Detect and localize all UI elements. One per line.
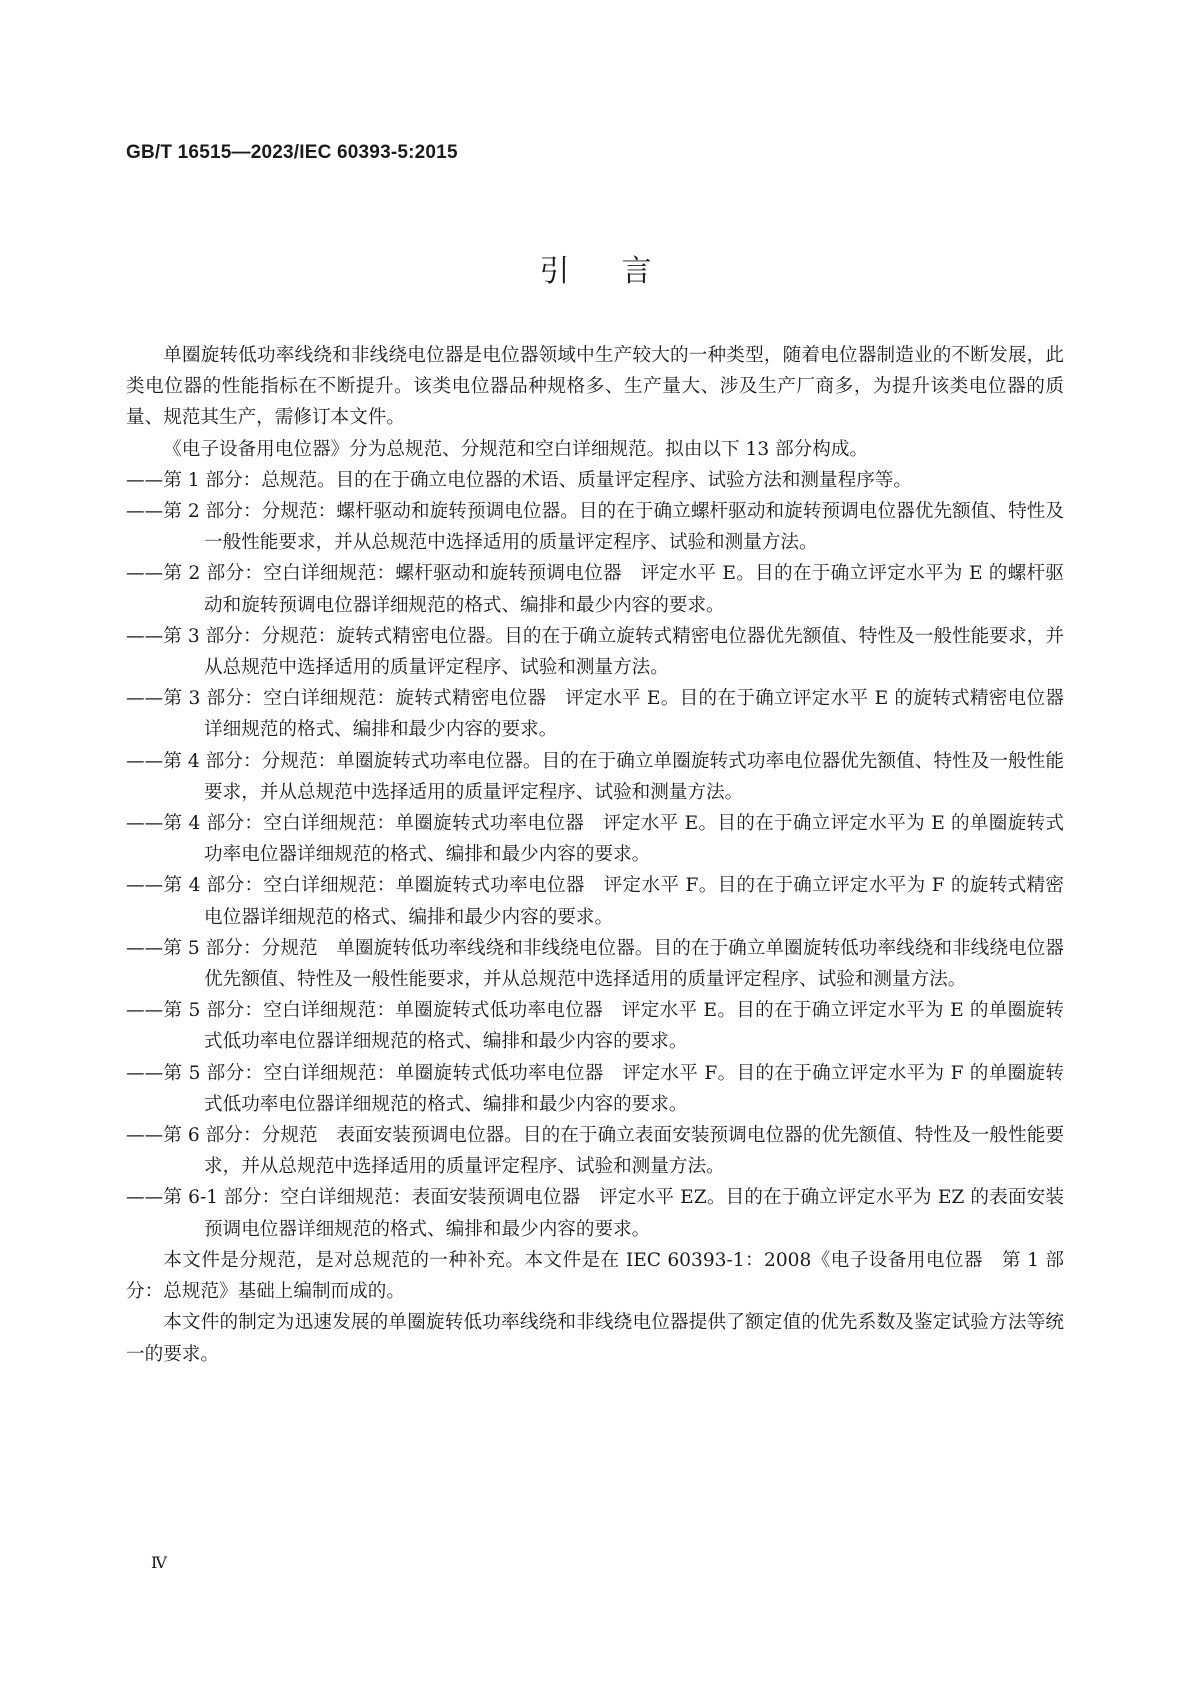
part-text: 第 5 部分：分规范 单圈旋转低功率线绕和非线绕电位器。目的在于确立单圈旋转低功率线绕和非线绕电位器优先额值、特性及一般性能要求，并从总规范中选择适用的质量评定程序、试验和测量方法。 bbox=[163, 937, 1064, 991]
part-text: 第 6 部分：分规范 表面安装预调电位器。目的在于确立表面安装预调电位器的优先额值、特性及一般性能要求，并从总规范中选择适用的质量评定程序、试验和测量方法。 bbox=[163, 1125, 1064, 1178]
dash-marker: —— bbox=[126, 563, 164, 585]
dash-marker: —— bbox=[126, 688, 164, 710]
part-list-item bbox=[126, 1120, 1064, 1182]
part-text: 第 4 部分：空白详细规范：单圈旋转式功率电位器 评定水平 F。目的在于确立评定水平为 F 的旋转式精密电位器详细规范的格式、编排和最少内容的要求。 bbox=[163, 875, 1064, 928]
part-text: 第 4 部分：分规范：单圈旋转式功率电位器。目的在于确立单圈旋转式功率电位器优先额值、特性及一般性能要求，并从总规范中选择适用的质量评定程序、试验和测量方法。 bbox=[163, 750, 1064, 803]
part-list-item bbox=[126, 621, 1064, 683]
dash-marker: —— bbox=[126, 1000, 164, 1022]
part-list-item bbox=[126, 933, 1064, 995]
dash-marker: —— bbox=[126, 625, 164, 647]
part-text: 第 2 部分：分规范：螺杆驱动和旋转预调电位器。目的在于确立螺杆驱动和旋转预调电位器优先额值、特性及一般性能要求，并从总规范中选择适用的质量评定程序、试验和测量方法。 bbox=[163, 501, 1064, 554]
part-text: 第 4 部分：空白详细规范：单圈旋转式功率电位器 评定水平 E。目的在于确立评定水平为 E 的单圈旋转式功率电位器详细规范的格式、编排和最少内容的要求。 bbox=[163, 813, 1064, 866]
document-body bbox=[126, 340, 1064, 1370]
part-text: 第 1 部分：总规范。目的在于确立电位器的术语、质量评定程序、试验方法和测量程序等。 bbox=[163, 469, 912, 491]
standard-number-header: GB/T 16515—2023/IEC 60393-5:2015 bbox=[126, 142, 458, 163]
part-text: 第 3 部分：分规范：旋转式精密电位器。目的在于确立旋转式精密电位器优先额值、特性及一般性能要求，并从总规范中选择适用的质量评定程序、试验和测量方法。 bbox=[163, 625, 1064, 679]
page-title: 引言 bbox=[539, 254, 704, 289]
intro-paragraph: 单圈旋转低功率线绕和非线绕电位器是电位器领域中生产较大的一种类型，随着电位器制造业的不断发展，此类电位器的性能指标在不断提升。该类电位器品种规格多、生产量大、涉及生产厂商多，为提升该类电位器的质量、规范其生产，需修订本文件。 bbox=[126, 345, 1064, 429]
part-text: 第 5 部分：空白详细规范：单圈旋转式低功率电位器 评定水平 F。目的在于确立评定水平为 F 的单圈旋转式低功率电位器详细规范的格式、编排和最少内容的要求。 bbox=[163, 1062, 1064, 1115]
dash-marker: —— bbox=[126, 1062, 164, 1084]
closing-paragraph: 本文件是分规范，是对总规范的一种补充。本文件是在 IEC 60393-1：2008《电子设备用电位器 第 1 部分：总规范》基础上编制而成的。 bbox=[126, 1249, 1064, 1303]
part-list-item bbox=[126, 870, 1064, 932]
part-list-item bbox=[126, 558, 1064, 620]
part-text: 第 6-1 部分：空白详细规范：表面安装预调电位器 评定水平 EZ。目的在于确立评定水平为 EZ 的表面安装预调电位器详细规范的格式、编排和最少内容的要求。 bbox=[163, 1187, 1064, 1240]
part-text: 第 2 部分：空白详细规范：螺杆驱动和旋转预调电位器 评定水平 E。目的在于确立评定水平为 E 的螺杆驱动和旋转预调电位器详细规范的格式、编排和最少内容的要求。 bbox=[163, 563, 1064, 616]
dash-marker: —— bbox=[126, 1187, 164, 1209]
dash-marker: —— bbox=[126, 750, 164, 772]
intro-paragraph: 《电子设备用电位器》分为总规范、分规范和空白详细规范。拟由以下 13 部分构成。 bbox=[163, 438, 869, 460]
part-list-item bbox=[126, 1058, 1064, 1120]
part-text: 第 3 部分：空白详细规范：旋转式精密电位器 评定水平 E。目的在于确立评定水平 E 的旋转式精密电位器详细规范的格式、编排和最少内容的要求。 bbox=[163, 688, 1064, 741]
dash-marker: —— bbox=[126, 875, 164, 897]
part-list-item bbox=[126, 1182, 1064, 1244]
dash-marker: —— bbox=[126, 501, 164, 523]
part-list-item bbox=[126, 746, 1064, 808]
part-list-item bbox=[126, 496, 1064, 558]
part-list-item bbox=[126, 995, 1064, 1057]
closing-paragraph: 本文件的制定为迅速发展的单圈旋转低功率线绕和非线绕电位器提供了额定值的优先系数及鉴定试验方法等统一的要求。 bbox=[126, 1312, 1064, 1365]
dash-marker: —— bbox=[126, 937, 164, 959]
dash-marker: —— bbox=[126, 1125, 164, 1147]
part-list-item bbox=[126, 465, 1064, 496]
page-number: Ⅳ bbox=[151, 1553, 167, 1572]
part-text: 第 5 部分：空白详细规范：单圈旋转式低功率电位器 评定水平 E。目的在于确立评定水平为 E 的单圈旋转式低功率电位器详细规范的格式、编排和最少内容的要求。 bbox=[163, 1000, 1064, 1053]
dash-marker: —— bbox=[126, 813, 164, 835]
part-list-item bbox=[126, 683, 1064, 745]
part-list-item bbox=[126, 808, 1064, 870]
dash-marker: —— bbox=[126, 469, 164, 491]
